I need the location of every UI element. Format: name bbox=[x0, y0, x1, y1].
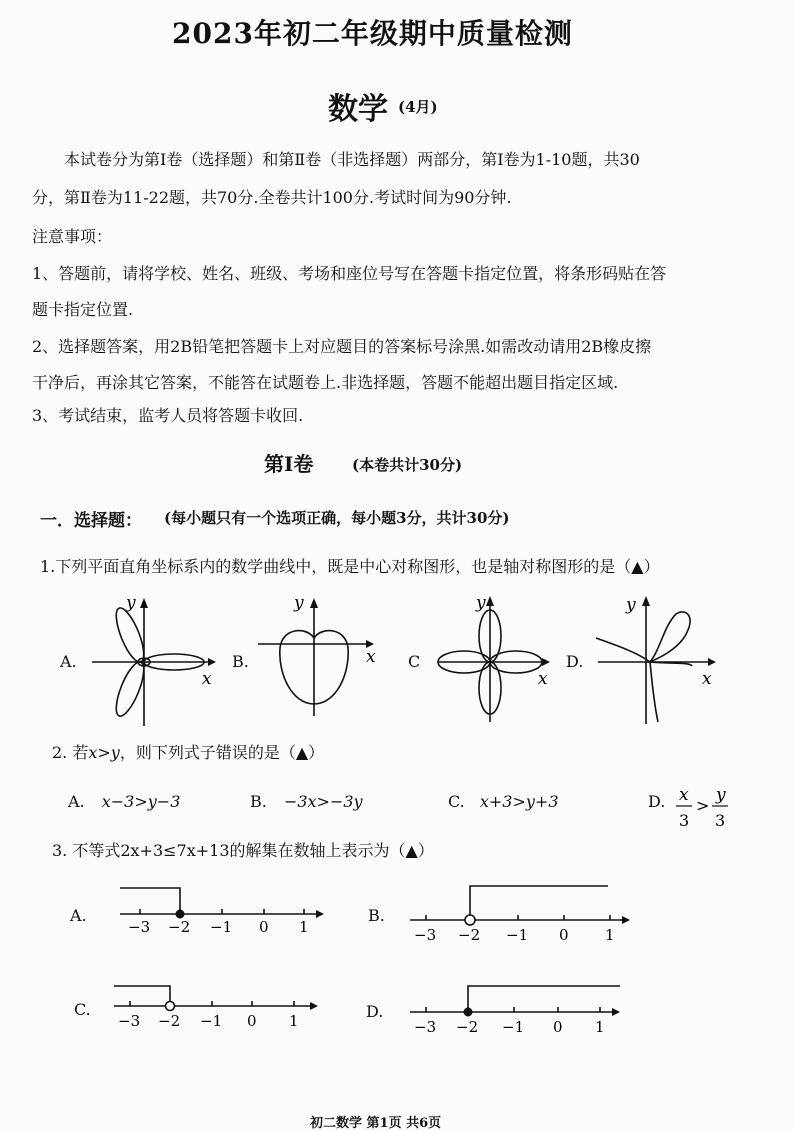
q3-a-tick-neg3: −3 bbox=[128, 918, 151, 936]
q3-b-tick-0: 0 bbox=[559, 926, 569, 944]
page-footer: 初二数学 第1页 共6页 bbox=[310, 1116, 442, 1131]
q2-option-d-fraction bbox=[672, 780, 732, 832]
q2-option-b[interactable] bbox=[250, 792, 363, 811]
q2-d-y-numerator: y bbox=[716, 785, 726, 805]
q2-d-x-numerator: x bbox=[679, 785, 689, 805]
q1-c-x-arrow bbox=[542, 658, 550, 666]
section-note: (每小题只有一个选项正确，每小题3分，共计30分) bbox=[164, 509, 510, 527]
q3-b-arrow bbox=[622, 916, 630, 924]
q3-a-arrow bbox=[316, 910, 324, 918]
q3-option-a-label[interactable]: A. bbox=[70, 906, 87, 925]
q3-c-tick-neg1: −1 bbox=[200, 1012, 223, 1030]
intro-line-2: 分，第Ⅱ卷为11-22题，共70分.全卷共计100分.考试时间为90分钟. bbox=[32, 188, 512, 207]
q3-b-solution-ray bbox=[470, 886, 608, 920]
note-2-line-2: 干净后，再涂其它答案，不能答在试题卷上.非选择题，答题不能超出题目指定区域. bbox=[32, 373, 619, 392]
q3-c-solution-ray bbox=[114, 986, 170, 1006]
q1-a-x-arrow bbox=[208, 658, 216, 666]
q2-option-b-text: −3x>−3y bbox=[283, 792, 363, 811]
note-2-line-1: 2、选择题答案，用2B铅笔把答题卡上对应题目的答案标号涂黑.如需改动请用2B橡皮擦 bbox=[32, 337, 652, 356]
q2-d-left-denominator: 3 bbox=[679, 811, 690, 830]
q2-stem-suffix: ，则下列式子错误的是（▲） bbox=[119, 743, 325, 762]
q1-d-x-arrow bbox=[708, 658, 716, 666]
note-1-line-1: 1、答题前，请将学校、姓名、班级、考场和座位号写在答题卡指定位置，将条形码贴在答 bbox=[32, 264, 667, 283]
q1-c-y-label: y bbox=[476, 593, 486, 613]
part-title: 第Ⅰ卷 bbox=[264, 452, 314, 476]
q1-b-y-label: y bbox=[294, 593, 304, 613]
q1-d-y-label: y bbox=[626, 595, 636, 615]
q1-a-y-label: y bbox=[126, 593, 136, 613]
q1-d-x-label: x bbox=[702, 669, 712, 689]
q2-option-c-label: C. bbox=[448, 792, 465, 811]
q1-b-x-label: x bbox=[366, 647, 376, 667]
q3-d-tick-1: 1 bbox=[595, 1018, 605, 1036]
q2-d-right-denominator: 3 bbox=[715, 811, 726, 830]
q3-a-solid-dot bbox=[176, 910, 184, 918]
q2-d-operator: > bbox=[696, 796, 710, 815]
q3-c-open-dot bbox=[166, 1002, 175, 1011]
q1-figure-b bbox=[256, 590, 386, 728]
q1-option-a-label[interactable]: A. bbox=[60, 652, 77, 671]
q3-option-c-label[interactable]: C. bbox=[74, 1000, 91, 1019]
q2-option-a-text: x−3>y−3 bbox=[101, 792, 181, 811]
q1-figure-c bbox=[434, 590, 558, 728]
q2-option-c-text: x+3>y+3 bbox=[479, 792, 559, 811]
q1-a-y-arrow bbox=[140, 598, 148, 608]
q3-a-tick-0: 0 bbox=[259, 918, 269, 936]
q1-b-y-arrow bbox=[310, 598, 318, 608]
q3-option-d-label[interactable]: D. bbox=[366, 1002, 384, 1021]
q3-d-tick-neg3: −3 bbox=[414, 1018, 437, 1036]
section-heading: 一．选择题： bbox=[40, 511, 142, 531]
part-note: (本卷共计30分) bbox=[352, 456, 463, 474]
q1-stem: 1.下列平面直角坐标系内的数学曲线中，既是中心对称图形，也是轴对称图形的是（▲） bbox=[40, 557, 660, 576]
q3-number-line-b bbox=[404, 876, 636, 944]
q3-stem: 3. 不等式2x+3≤7x+13的解集在数轴上表示为（▲） bbox=[52, 841, 434, 860]
q2-option-b-label: B. bbox=[250, 792, 267, 811]
q2-condition: x>y bbox=[88, 743, 120, 762]
q3-c-arrow bbox=[310, 1002, 318, 1010]
q3-d-solid-dot bbox=[464, 1008, 472, 1016]
q1-d-tail-curve bbox=[650, 662, 658, 722]
q3-d-tick-neg1: −1 bbox=[502, 1018, 525, 1036]
q3-d-tick-neg2: −2 bbox=[456, 1018, 479, 1036]
q3-b-tick-neg2: −2 bbox=[458, 926, 481, 944]
q3-a-tick-neg2: −2 bbox=[168, 918, 191, 936]
q3-c-tick-neg3: −3 bbox=[118, 1012, 141, 1030]
q3-number-line-c bbox=[108, 978, 328, 1034]
q1-option-d-label[interactable]: D. bbox=[566, 652, 584, 671]
q2-option-a-label: A. bbox=[68, 792, 85, 811]
q1-d-loop-curve bbox=[596, 612, 692, 666]
q3-c-tick-neg2: −2 bbox=[158, 1012, 181, 1030]
intro-line-1: 本试卷分为第Ⅰ卷（选择题）和第Ⅱ卷（非选择题）两部分，第Ⅰ卷为1-10题，共30 bbox=[64, 150, 640, 169]
q3-a-tick-1: 1 bbox=[299, 918, 309, 936]
q3-d-tick-0: 0 bbox=[553, 1018, 563, 1036]
q1-figure-d bbox=[590, 590, 724, 728]
q2-option-d-label[interactable]: D. bbox=[648, 792, 666, 811]
notes-heading: 注意事项： bbox=[32, 227, 113, 246]
q2-stem bbox=[52, 740, 324, 763]
q3-number-line-a bbox=[110, 878, 330, 936]
q3-b-tick-neg3: −3 bbox=[414, 926, 437, 944]
q3-b-tick-neg1: −1 bbox=[506, 926, 529, 944]
q3-c-tick-0: 0 bbox=[247, 1012, 257, 1030]
q1-a-x-label: x bbox=[202, 669, 212, 689]
q1-option-c-label[interactable]: C bbox=[408, 652, 421, 671]
q1-d-y-arrow bbox=[642, 596, 650, 606]
note-1-line-2: 题卡指定位置. bbox=[32, 300, 134, 319]
q1-c-y-arrow bbox=[486, 596, 494, 606]
q3-c-tick-1: 1 bbox=[289, 1012, 299, 1030]
q1-option-b-label[interactable]: B. bbox=[232, 652, 249, 671]
q2-option-c[interactable] bbox=[448, 792, 559, 811]
exam-title: 2023年初二年级期中质量检测 bbox=[172, 17, 573, 50]
q1-figure-a bbox=[86, 590, 226, 728]
subject-title: 数学 bbox=[328, 92, 388, 127]
q3-a-tick-neg1: −1 bbox=[210, 918, 233, 936]
q3-option-b-label[interactable]: B. bbox=[368, 906, 385, 925]
month-note: (4月) bbox=[398, 98, 438, 116]
q3-d-arrow bbox=[612, 1008, 620, 1016]
q3-b-tick-1: 1 bbox=[605, 926, 615, 944]
q2-stem-prefix: 2. 若 bbox=[52, 743, 89, 762]
q3-number-line-d bbox=[404, 978, 630, 1038]
q2-option-a[interactable] bbox=[68, 792, 180, 811]
q3-b-open-dot bbox=[465, 915, 475, 925]
q1-c-x-label: x bbox=[538, 669, 548, 689]
q3-a-solution-ray bbox=[120, 888, 180, 914]
q3-d-solution-ray bbox=[468, 986, 620, 1012]
note-3: 3、考试结束，监考人员将答题卡收回. bbox=[32, 406, 304, 425]
